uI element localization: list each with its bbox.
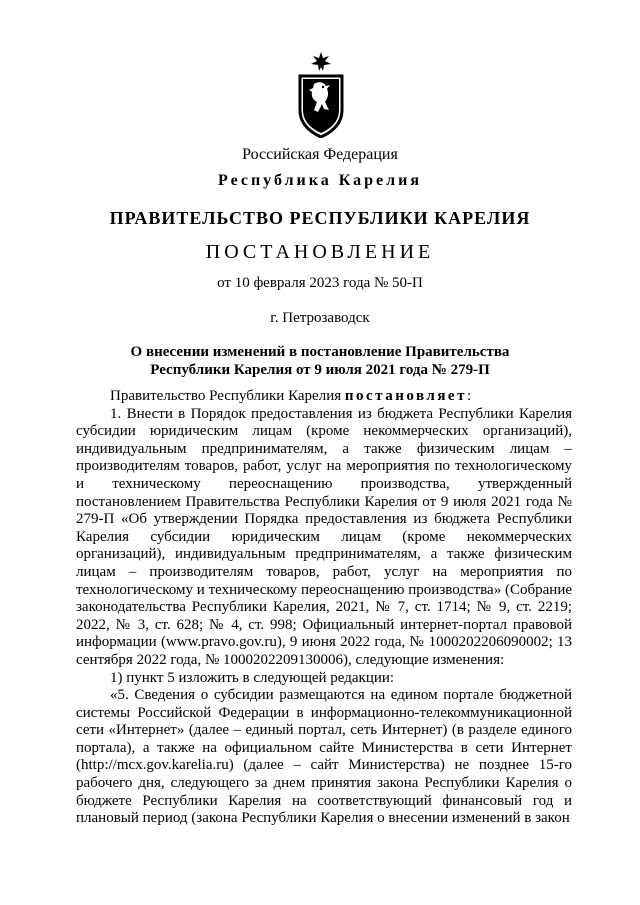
subject-line: Республики Карелия от 9 июля 2021 года № 279-П	[150, 362, 490, 378]
document-type: ПОСТАНОВЛЕНИЕ	[205, 241, 435, 263]
preamble	[76, 388, 572, 406]
document-body	[76, 388, 572, 828]
date-number-line: от 10 февраля 2023 года № 50-П	[217, 275, 423, 291]
country-name: Российская Федерация	[242, 146, 398, 163]
karelia-coat-of-arms-icon	[296, 52, 346, 138]
subject-line: О внесении изменений в постановление Правительства	[130, 344, 510, 360]
resolves-word: постановляет	[344, 388, 467, 404]
preamble-colon: :	[466, 388, 472, 404]
government-title: ПРАВИТЕЛЬСТВО РЕСПУБЛИКИ КАРЕЛИЯ	[109, 208, 531, 228]
republic-name: Республика Карелия	[218, 172, 422, 189]
document-subject	[100, 343, 540, 379]
city-line: г. Петрозаводск	[270, 310, 370, 326]
preamble-text: Правительство Республики Карелия	[110, 388, 345, 404]
quoted-paragraph-5: «5. Сведения о субсидии размещаются на едином портале бюджетной системы Российской Федерации в информационно-телекоммуникационной сети «Интернет» (далее – единый портал, сеть Интернет) (в разделе единого портала), а также на официальном сайте Министерства в сети Интернет (http://mcx.gov.karelia.ru) (далее – сайт Министерства) не позднее 15-го рабочего дня, следующего за днем принятия закона Республики Карелия о бюджете Республики Карелия на соответствующий финансовый год и плановый период (закона Республики Карелия о внесении изменений в закон	[76, 687, 572, 827]
paragraph-item-1: 1. Внести в Порядок предоставления из бюджета Республики Карелия субсидии юридическим лицам (кроме некоммерческих организаций), индивидуальным предпринимателям, а также физическим лицам – производителям товаров, работ, услуг на мероприятия по технологическому и техническому переоснащению производства, утвержденный постановлением Правительства Республики Карелия от 9 июля 2021 года № 279-П «Об утверждении Порядка предоставления из бюджета Республики Карелия субсидии юридическим лицам (кроме некоммерческих организаций), индивидуальным предпринимателям, а также физическим лицам – производителям товаров, работ, услуг на мероприятия по технологическому и техническому переоснащению производства» (Собрание законодательства Республики Карелия, 2021, № 7, ст. 1714; № 9, ст. 2219; 2022, № 3, ст. 628; № 4, ст. 998; Официальный интернет-портал правовой информации (www.pravo.gov.ru), 9 июня 2022 года, № 1000202206090002; 13 сентября 2022 года, № 1000202209130006), следующие изменения:	[76, 405, 572, 668]
paragraph-subitem-1: 1) пункт 5 изложить в следующей редакции:	[110, 669, 395, 686]
